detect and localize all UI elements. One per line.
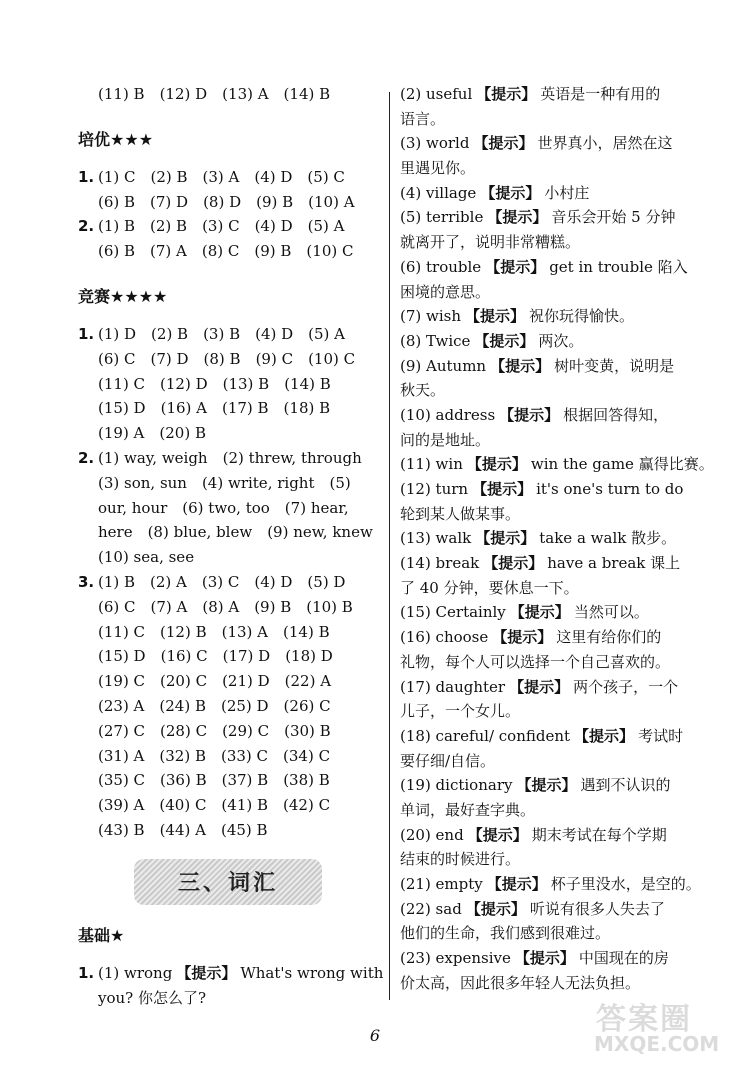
answer-line: our, hour (6) two, too (7) hear, <box>98 498 349 517</box>
hint-text: 树叶变黄，说明是 <box>554 356 675 375</box>
hint-text: it's one's turn to do <box>536 480 684 498</box>
vocab-answer-line <box>400 181 700 206</box>
hint-label: 【提示】 <box>475 529 536 548</box>
answer-line: (6) C (7) A (8) A (9) B (10) B <box>98 597 353 616</box>
hint-text: 两次。 <box>538 331 584 350</box>
hint-label: 【提示】 <box>486 875 547 893</box>
vocab-answer-line <box>400 872 700 897</box>
answer-line: (1) way, weigh (2) threw, through <box>98 448 362 467</box>
answer-word: (12) turn <box>400 480 469 498</box>
hint-label: 【提示】 <box>176 963 237 982</box>
answer-word: (17) daughter <box>400 677 506 696</box>
hint-label: 【提示】 <box>480 183 541 202</box>
left-column <box>78 82 384 1010</box>
answer-line: (1) D (2) B (3) B (4) D (5) A <box>98 324 346 343</box>
hint-text: 考试时 <box>638 726 684 745</box>
answer-word: (9) Autumn <box>400 356 487 375</box>
hint-label: 【提示】 <box>472 480 533 498</box>
hint-label: 【提示】 <box>490 356 551 375</box>
hint-label: 【提示】 <box>474 331 535 350</box>
vocab-answer-line <box>400 773 700 798</box>
hint-continuation: 儿子，一个女儿。 <box>400 702 521 721</box>
vocab-answer-line <box>400 625 700 650</box>
answer-line: (6) B (7) A (8) C (9) B (10) C <box>98 242 354 261</box>
answer-word: (13) walk <box>400 529 472 548</box>
hint-label: 【提示】 <box>499 405 560 424</box>
vocab-answer-line <box>400 82 700 107</box>
section-banner <box>134 859 322 905</box>
answer-word: (10) address <box>400 405 496 424</box>
section-heading-jichu: 基础★ <box>78 925 125 945</box>
hint-continuation: 要仔细/自信。 <box>400 751 496 770</box>
hint-label: 【提示】 <box>516 776 577 795</box>
hint-continuation: 结束的时候进行。 <box>400 850 521 869</box>
answer-line: (6) B (7) D (8) D (9) B (10) A <box>98 192 355 211</box>
answer-line: (6) C (7) D (8) B (9) C (10) C <box>98 349 356 368</box>
vocab-answer-line <box>400 354 700 379</box>
vocab-answer-line <box>400 526 700 551</box>
answer-line: (35) C (36) B (37) B (38) B <box>98 771 330 790</box>
page-number: 6 <box>369 1026 381 1045</box>
section-banner-title: 三、词汇 <box>177 871 278 897</box>
hint-label: 【提示】 <box>466 455 527 474</box>
answer-line: (39) A (40) C (41) B (42) C <box>98 796 331 815</box>
vocab-answer-line <box>400 255 700 280</box>
vocab-answer-line <box>400 946 700 971</box>
answer-word: (1) wrong <box>98 963 173 982</box>
answer-word: (7) wish <box>400 307 462 326</box>
vocab-answer-line <box>400 304 700 329</box>
answer-line: (27) C (28) C (29) C (30) B <box>98 721 331 740</box>
hint-text: What's wrong with <box>240 963 384 982</box>
hint-text: 世界真小，居然在这 <box>537 134 673 153</box>
answer-line: here (8) blue, blew (9) new, knew <box>98 523 373 542</box>
vocab-answer-line <box>400 452 714 477</box>
watermark-logo <box>590 994 740 1060</box>
vocab-answer-line <box>400 403 700 428</box>
hint-label: 【提示】 <box>476 85 537 103</box>
section-heading-jingsai: 竞赛★★★★ <box>78 286 168 306</box>
hint-text: 遇到不认识的 <box>580 776 671 795</box>
column-divider <box>389 92 390 1000</box>
answer-line: (23) A (24) B (25) D (26) C <box>98 696 331 715</box>
hint-text: win the game 赢得比赛。 <box>530 455 714 474</box>
answer-word: (5) terrible <box>400 208 484 227</box>
right-column <box>400 82 714 995</box>
hint-continuation: 他们的生命，我们感到很难过。 <box>400 924 611 943</box>
vocab-answer-line <box>400 205 700 230</box>
answer-word: (8) Twice <box>400 331 471 350</box>
hint-label: 【提示】 <box>487 208 548 227</box>
hint-text: 根据回答得知， <box>563 405 669 424</box>
question-number: 1. <box>78 324 95 343</box>
vocab-answer-line <box>400 131 700 156</box>
hint-text: 音乐会开始 5 分钟 <box>551 208 676 227</box>
answer-word: (22) sad <box>400 899 462 918</box>
vocab-answer-line <box>400 823 700 848</box>
hint-continuation: 困境的意思。 <box>400 282 491 301</box>
answer-word: (3) world <box>400 134 470 153</box>
hint-text: 两个孩子，一个 <box>573 677 679 696</box>
hint-text: get in trouble 陷入 <box>549 257 688 276</box>
question-number: 3. <box>78 572 95 591</box>
vocab-answer-line <box>400 675 700 700</box>
answer-line: (11) B (12) D (13) A (14) B <box>98 85 331 103</box>
answer-word: (18) careful/ confident <box>400 726 571 745</box>
answer-word: (20) end <box>400 825 464 844</box>
hint-text: 期末考试在每个学期 <box>531 825 667 844</box>
answer-line: (19) C (20) C (21) D (22) A <box>98 672 332 691</box>
hint-label: 【提示】 <box>509 603 570 622</box>
question-number: 2. <box>78 217 95 236</box>
question-number: 1. <box>78 167 95 186</box>
hint-label: 【提示】 <box>509 677 570 696</box>
hint-label: 【提示】 <box>492 628 553 647</box>
question-number: 1. <box>78 963 95 982</box>
answer-word: (21) empty <box>400 875 483 893</box>
hint-text: 这里有给你们的 <box>556 628 662 647</box>
question-number: 2. <box>78 448 95 467</box>
answer-word: (15) Certainly <box>400 603 506 622</box>
answer-line: (15) D (16) A (17) B (18) B <box>98 399 331 418</box>
answer-word: (6) trouble <box>400 257 482 276</box>
hint-continuation: 礼物，每个人可以选择一个自己喜欢的。 <box>400 652 671 671</box>
hint-continuation: 了 40 分钟，要休息一下。 <box>400 578 579 597</box>
hint-continuation: 价太高，因此很多年轻人无法负担。 <box>400 973 641 992</box>
vocab-answer-line <box>400 477 700 502</box>
answer-line: (1) B (2) A (3) C (4) D (5) D <box>98 572 346 591</box>
answer-line: (43) B (44) A (45) B <box>98 820 268 839</box>
hint-text: take a walk 散步。 <box>539 529 677 548</box>
hint-continuation: 里遇见你。 <box>400 159 476 178</box>
hint-continuation: you? 你怎么了? <box>98 988 207 1007</box>
answer-word: (4) village <box>400 183 477 202</box>
answer-line: (19) A (20) B <box>98 424 206 443</box>
answer-line: (10) sea, see <box>98 548 195 567</box>
answer-line: (11) C (12) B (13) A (14) B <box>98 622 330 641</box>
vocab-answer-line <box>400 551 700 576</box>
answer-word: (19) dictionary <box>400 776 513 795</box>
vocab-answer-line <box>400 724 700 749</box>
hint-text: have a break 课上 <box>547 554 681 573</box>
answer-word: (2) useful <box>400 85 473 103</box>
hint-label: 【提示】 <box>473 134 534 153</box>
section-heading-peiyou: 培优★★★ <box>78 129 154 149</box>
answer-line: (1) B (2) B (3) C (4) D (5) A <box>98 217 345 236</box>
hint-text: 杯子里没水，是空的。 <box>550 875 701 893</box>
hint-continuation: 语言。 <box>400 109 446 128</box>
hint-text: 小村庄 <box>544 183 590 202</box>
hint-continuation: 问的是地址。 <box>400 430 491 449</box>
hint-label: 【提示】 <box>483 554 544 573</box>
answer-line: (15) D (16) C (17) D (18) D <box>98 647 333 666</box>
hint-continuation: 秋天。 <box>400 381 446 400</box>
vocab-answer-line <box>400 600 700 625</box>
answer-line: (31) A (32) B (33) C (34) C <box>98 746 331 765</box>
hint-label: 【提示】 <box>465 307 526 326</box>
answer-word: (23) expensive <box>400 949 511 968</box>
hint-text: 当然可以。 <box>573 603 649 622</box>
hint-label: 【提示】 <box>485 257 546 276</box>
hint-text: 中国现在的房 <box>578 949 669 968</box>
answer-line: (11) C (12) D (13) B (14) B <box>98 374 331 393</box>
watermark-text: 答案圈 <box>596 1002 692 1037</box>
vocab-answer-line <box>400 897 700 922</box>
hint-label: 【提示】 <box>514 949 575 968</box>
answer-line: (3) son, sun (4) write, right (5) <box>98 473 351 492</box>
vocab-answer-line <box>400 329 700 354</box>
answer-word: (14) break <box>400 554 480 573</box>
hint-continuation: 轮到某人做某事。 <box>400 504 521 523</box>
hint-text: 听说有很多人失去了 <box>529 899 665 918</box>
answer-line: (1) C (2) B (3) A (4) D (5) C <box>98 167 345 186</box>
hint-text: 祝你玩得愉快。 <box>529 307 635 326</box>
watermark-url: MXQE.COM <box>594 1032 720 1056</box>
hint-label: 【提示】 <box>465 899 526 918</box>
answer-word: (16) choose <box>400 628 489 647</box>
hint-label: 【提示】 <box>467 825 528 844</box>
hint-continuation: 单词，最好查字典。 <box>400 800 536 819</box>
hint-label: 【提示】 <box>574 726 635 745</box>
hint-text: 英语是一种有用的 <box>540 85 661 103</box>
hint-continuation: 就离开了，说明非常糟糕。 <box>400 233 581 252</box>
answer-word: (11) win <box>400 455 463 474</box>
